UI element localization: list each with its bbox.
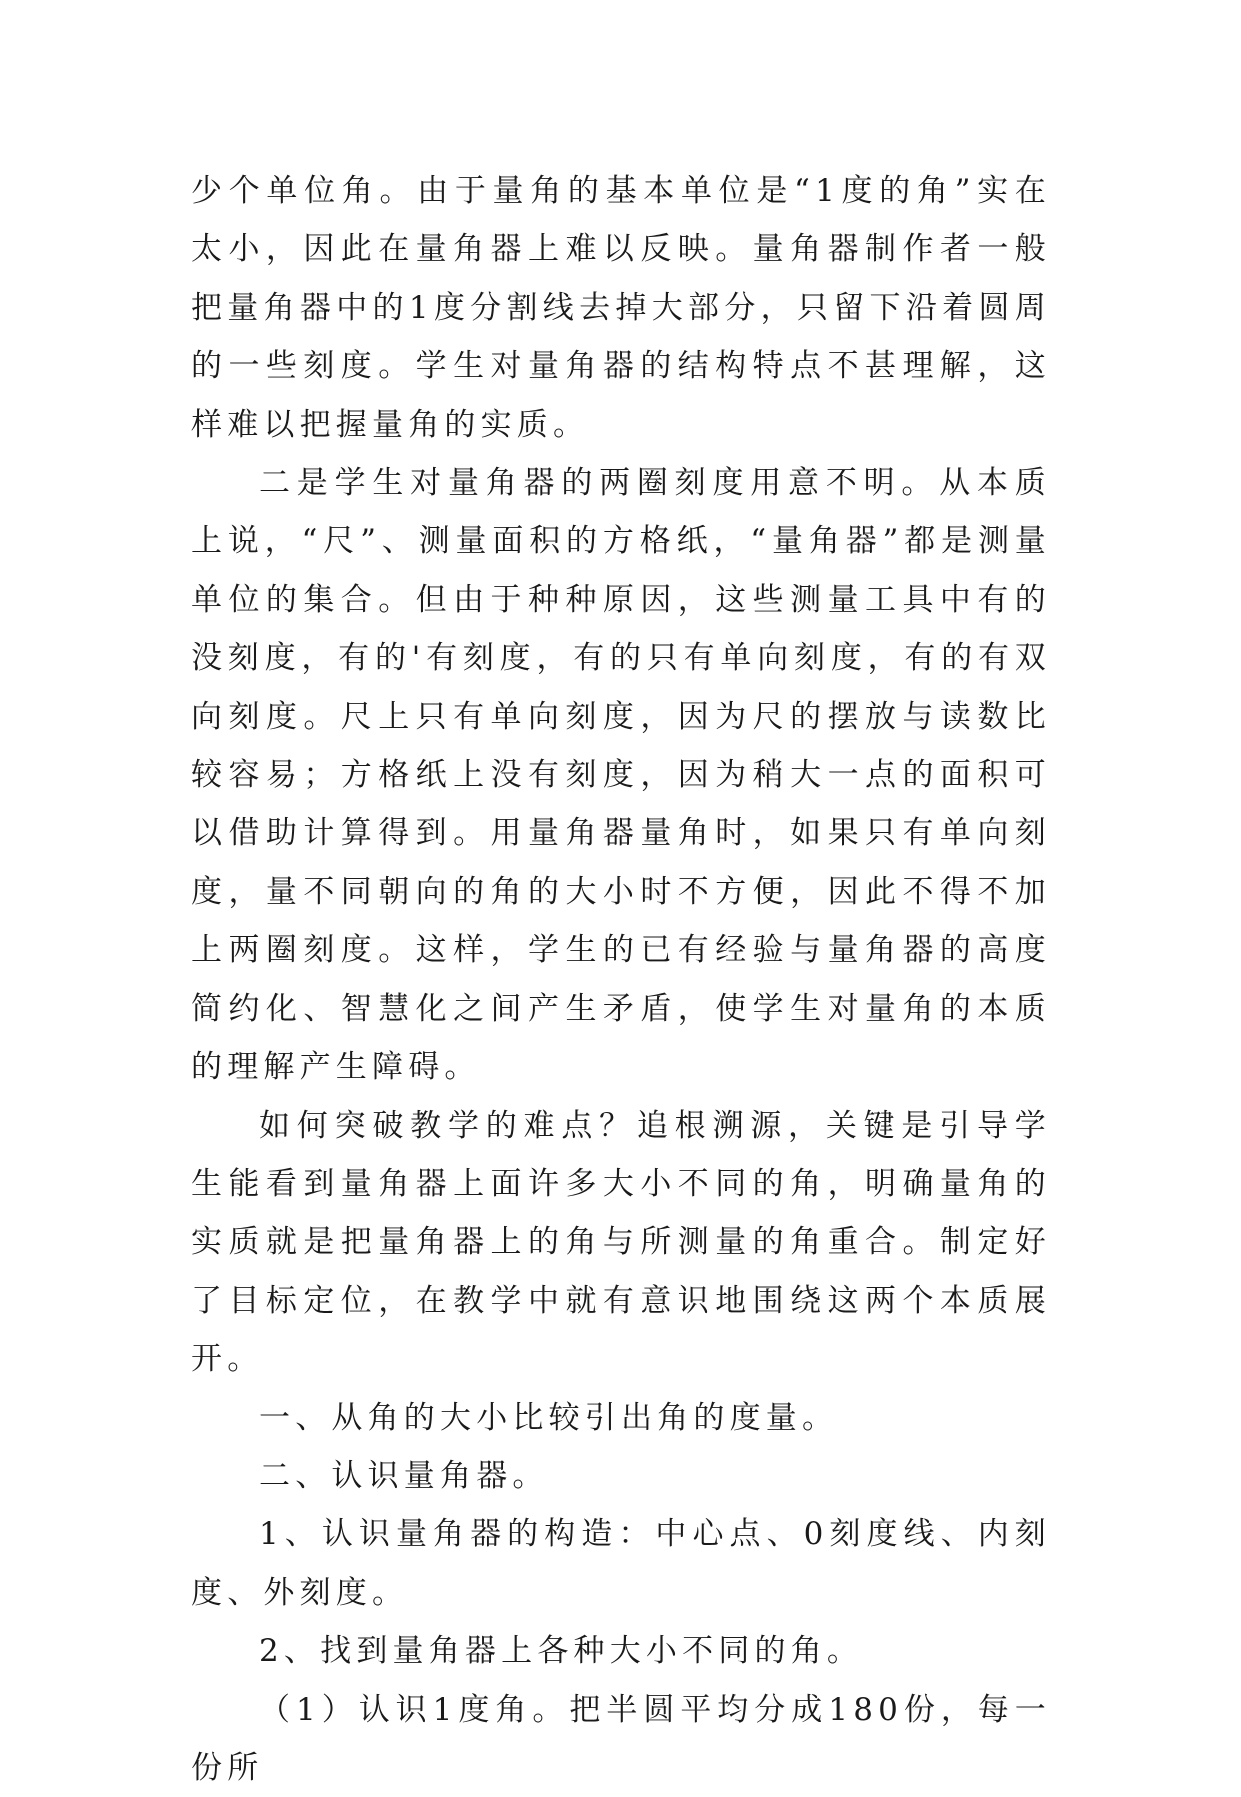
paragraph-6: 1、认识量角器的构造：中心点、0刻度线、内刻度、外刻度。 (191, 1516, 1051, 1611)
paragraph-8: （1）认识1度角。把半圆平均分成180份，每一份所 (191, 1691, 1051, 1786)
paragraph-3: 如何突破教学的难点？追根溯源，关键是引导学生能看到量角器上面许多大小不同的角，明确量角的实质就是把量角器上的角与所测量的角重合。制定好了目标定位，在教学中就有意识地围绕这两个本质展开。 (191, 1107, 1051, 1378)
paragraph-1: 少个单位角。由于量角的基本单位是“1度的角”实在太小，因此在量角器上难以反映。量角器制作者一般把量角器中的1度分割线去掉大部分，只留下沿着圆周的一些刻度。学生对量角器的结构特点不甚理解，这样难以把握量角的实质。 (191, 173, 1051, 443)
paragraph-4: 一、从角的大小比较引出角的度量。 (259, 1399, 839, 1436)
document-body (191, 162, 1051, 1797)
paragraph-5: 二、认识量角器。 (259, 1457, 549, 1494)
paragraph-7: 2、找到量角器上各种大小不同的角。 (259, 1633, 864, 1670)
paragraph-2: 二是学生对量角器的两圈刻度用意不明。从本质上说，“尺”、测量面积的方格纸，“量角器”都是测量单位的集合。但由于种种原因，这些测量工具中有的没刻度，有的'有刻度，有的只有单向刻度，有的有双向刻度。尺上只有单向刻度，因为尺的摆放与读数比较容易；方格纸上没有刻度，因为稍大一点的面积可以借助计算得到。用量角器量角时，如果只有单向刻度，量不同朝向的角的大小时不方便，因此不得不加上两圈刻度。这样，学生的已有经验与量角器的高度简约化、智慧化之间产生矛盾，使学生对量角的本质的理解产生障碍。 (191, 465, 1051, 1086)
